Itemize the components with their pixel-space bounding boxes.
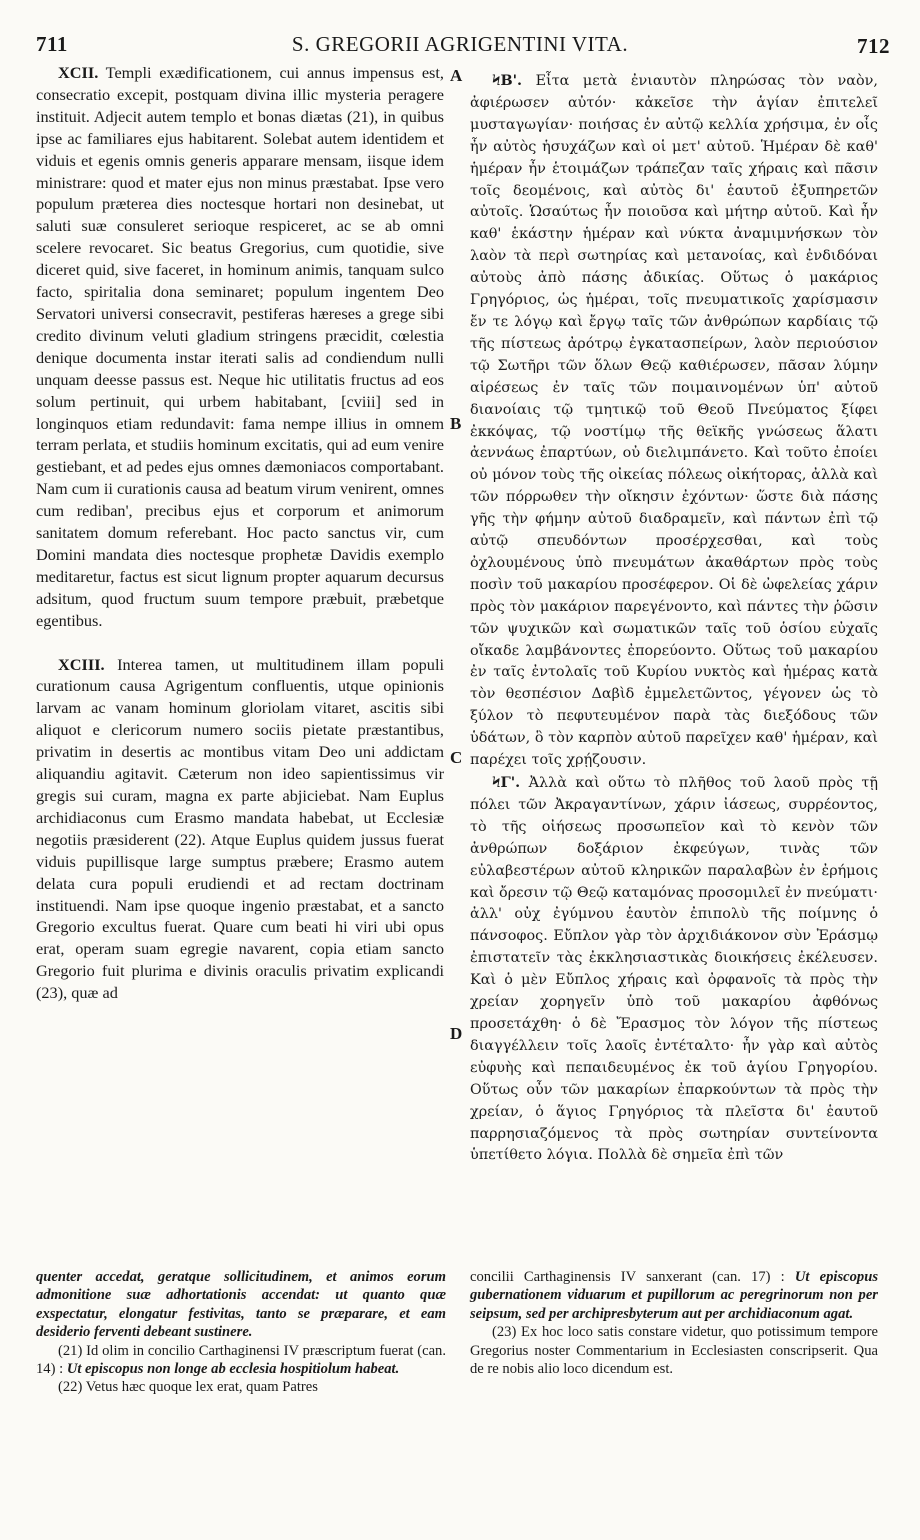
margin-marker-a: A [450,66,463,85]
latin-column [36,62,444,1004]
latin-paragraph-92 [36,62,444,632]
page-number-left: 711 [36,32,68,56]
section-number: ϞΒ'. [492,72,523,89]
footnote-23 [470,1323,878,1378]
latin-paragraph-93 [36,654,444,1005]
paragraph-text: Interea tamen, ut multitudinem illam populi curationum causa Agrigentum confluentis, utque opinionis larvam ac vanam hominum gloriolam vitaret, ascitis sibi aliquot e clericorum numero sociis pietate præstantibus, privatim in desertis ac montibus vitam Deo uni addictam aliquandiu agitavit. Cæterum non ideo sapientissimus vir gregis sui curam, magna ex parte abjiciebat. Nam Euplus archidiaconus cum Erasmo mandata habebat, ut Ecclesiæ negotiis præsiderent (22). Atque Euplus quidem jussus fuerat viduis pupillisque large sumptus præbere; Erasmo autem delata cura populi erudiendi et ad rectam doctrinam instituendi. Nam ipse quoque ingenio præstabat, et a sancto Gregorio excultus fuerat. Quare cum beati hi viri ubi opus erat, operam suam egregie navarent, copia etiam sancto Gregorio fuit plurima e divinis oraculis privatim explicandi (23), quæ ad [36,654,444,1003]
paragraph-text: Εἶτα μετὰ ἐνιαυτὸν πληρώσας τὸν ναὸν, ἀφιέρωσεν αὐτόν· κἀκεῖσε τὴν ἁγίαν ἐπιτελεῖ μυσταγωγίαν· ποιήσας ἐν αὐτῷ κελλία χρήσιμα, ἐν οἷς ἦν αὐτὸς ἡσυχάζων καὶ οἱ μετ' αὐτοῦ. Ἡμέραν δὲ καθ' ἡμέραν ἦν ἑτοιμάζων τράπεζαν ταῖς χήραις καὶ πᾶσιν τοῖς δεομένοις, καὶ αὐτὸς δι' ἑαυτοῦ ἐξυπηρετῶν αὐτοῖς. Ὡσαύτως ἦν ποιοῦσα καὶ μήτηρ αὐτοῦ. Καὶ ἦν καθ' ἑκάστην ἡμέραν καὶ νύκτα ἀναμιμνήσκων τὸν λαὸν τὰ περὶ σωτηρίας καὶ μετανοίας, καὶ ἐνδιδόναι αὐτοὺς ἀπὸ πάσης ἀδικίας. Οὕτως ὁ μακάριος Γρηγόριος, ὡς ἡμέραι, τοῖς πνευματικοῖς χαρίσμασιν ἔν τε λόγῳ καὶ ἔργῳ ταῖς τῶν ἀνθρώπων καρδίαις τῷ τῆς πίστεως ἀρότρῳ ἐγκατασπείρων, λαὸν περιούσιον τῷ Σωτῆρι τῶν ὅλων Θεῷ καθιέρωσεν, πᾶσαν λύμην αἱρέσεως ἐν ταῖς τῶν ποιμαινομένων ὑπ' αὐτοῦ διανοίαις τῷ τμητικῷ τοῦ Θεοῦ Πνεύματος ξίφει ἐκκόψας, τῷ νοστίμῳ τῆς θεϊκῆς γνώσεως ἅλατι ἀεννάως ἐπαρτύων, οὐ διελιμπάνετο. Καὶ τοῦτο ἐποίει οὐ μόνον τοὺς τῆς οἰκείας πόλεως οἰκήτορας, ἀλλὰ καὶ τῶν πόρρωθεν τὴν οἴκησιν ἐχόντων· ὥστε διὰ πάσης γῆς τὴν φήμην αὐτοῦ διαδραμεῖν, καὶ πάντων ἐπὶ τῷ αὐτῷ σπευδόντων προσέρχεσθαι, καὶ τοὺς ὀχλουμένους ὑπὸ πνευμάτων ἀκαθάρτων πρὸς τοὺς ποσὶν τοῦ μακαρίου προσέφερον. Οἱ δὲ ὠφελείας χάριν πρὸς τὸν μακάριον παρεγένοντο, καὶ πάντες τὴν ῥῶσιν τῶν ψυχικῶν καὶ σωματικῶν ταῖς τοῦ ὁσίου εὐχαῖς οἴκαδε λαμβάνοντες ἐπορεύοντο. Οὕτως τοῦ μακαρίου ἐν ταῖς ἐντολαῖς τοῦ Κυρίου νυκτὸς καὶ ἡμέρας κατὰ τὸν θεσπέσιον Δαβὶδ ἐμμελετῶντος, γέγονεν ὡς τὸ ξύλον τὸ πεφυτευμένον παρὰ τὰς διεξόδους τῶν ὑδάτων, ὃ τὸν καρπὸν αὐτοῦ παρεῖχεν καθ' ἡμέραν, καὶ παρέχει τοῖς χρῄζουσιν. [470,73,879,769]
section-number: XCII. [58,63,99,82]
footnote-21 [36,1342,446,1379]
footnote-text: concilii Carthaginensis IV sanxerant (can. 17) : [470,1269,795,1285]
greek-paragraph-93 [470,772,878,1167]
margin-marker-b: B [450,414,462,433]
footnotes-left [36,1268,446,1397]
paragraph-text: Templi exædificationem, cui annus impensus est, consecratio excepit, postquam divina illic mysteria peragere instituit. Adjecit autem templo et bonas diætas (21), in quibus ipse ac familiares ejus habitarent. Solebat autem identidem et viduis et egenis omnis generis apparare mensam, iisque idem ministrare: quod et mater ejus non minus præstabat. Ipse vero populum præterea dies noctesque hortari non desinebat, ut saluti suæ consuleret serioque respiceret, ac se ab omni scelere revocaret. Sic beatus Gregorius, cum quotidie, sive diceret quid, sive faceret, in hominum animis, tanquam sulco facto, spiritalia dona seminaret; populum ingentem Deo Servatori universi consecravit, pestiferas hæreses a grege sibi credito divinum veluti gladium stringens præcidit, cœlestia denique documenta instar iterati salis ad condiendum nulli unquam deesse passus est. Neque hic utilitatis fructus ad eos solum pertinuit, qui urbem habitabant, [cviii] sed in longinquos etiam redundavit: fama nempe illius in omnem terram perlata, et studiis hominum excitatis, qui ad eum venire gestiebant, et ad pedes ejus omnes dæmoniacos comportabant. Nam cum ii curationis causa ad beatum virum venirent, omnes cum rediban', precibus ejus et corporum et animorum sanitatem domum referebant. Hoc pacto sanctus vir, cum Domini mandata dies noctesque prophetæ Davidis exemplo meditaretur, factus est sicut lignum propter aquarum decursus adsitum, quod fructum suum tempore præbuit, præbetque egentibus. [36,63,444,630]
paragraph-text: Ἀλλὰ καὶ οὕτω τὸ πλῆθος τοῦ λαοῦ πρὸς τῇ πόλει τῶν Ἀκραγαντίνων, χάριν ἰάσεως, συρρέοντος, τὸ τῆς οἰήσεως προσωπεῖον καὶ τὸ κενὸν τῶν ἀνθρώπων δοξάριον ἐκφεύγων, τινὰς τῶν εὐλαβεστέρων αὐτοῦ κληρικῶν παραλαβὼν ἐν ἐρήμοις καὶ ὄρεσιν τῷ Θεῷ καταμόνας προσομιλεῖ ἐν πνεύματι· ἀλλ' οὐχ ἐγύμνου ἑαυτὸν ἐπιπολὺ τῆς ποίμνης ὁ πάνσοφος. Εὔπλον γὰρ τὸν ἀρχιδιάκονον σὺν Ἐράσμῳ ἐπιστατεῖν τὰς ἐκκλησιαστικὰς διοικήσεις ἐκέλευσεν. Καὶ ὁ μὲν Εὔπλος χήραις καὶ ὀρφανοῖς τὰ πρὸς τὴν χρείαν χορηγεῖν ὑπὸ τοῦ μακαρίου ἀφθόνως προσετάχθη· ὁ δὲ Ἔρασμος τὸν λόγον τῆς πίστεως διαγγέλλειν τοῖς λαοῖς ἐντέταλτο· ἦν γὰρ καὶ αὐτὸς εὐφυὴς καὶ πεπαιδευμένος ἐκ τοῦ ἁγίου Γρηγορίου. Οὕτως οὖν τῶν μακαρίων ἐπαρκούντων τὰ πρὸς τὴν χρείαν, ὁ ἅγιος Γρηγόριος τὰ πλεῖστα δι' ἑαυτοῦ παρρησιαζόμενος τὰ πρὸς σωτηρίαν συντείνοντα ὑπετίθετο λόγια. Πολλὰ δὲ σημεῖα ἐπὶ τῶν [470,775,878,1164]
page-number-right: 712 [857,34,890,58]
section-number: XCIII. [58,654,105,674]
footnote-text: (23) Ex hoc loco satis constare videtur, quo potissimum tempore Gregorius noster Commentarium in Ecclesiasten conscripserit. Qua de re nobis alio loco dicendum est. [470,1324,878,1378]
running-title: S. GREGORII AGRIGENTINI VITA. [291,32,629,56]
margin-marker-c: C [450,748,463,767]
footnote-22 [36,1378,446,1396]
footnote-22-continued [470,1268,878,1323]
footnote-continuation: quenter accedat, geratque sollicitudinem, et animos eorum admonitione suæ adhortationis accendat: ut quanto quæ exspectatur, elongatur festivitas, tanto se præparare, et eam desiderio ferventi debeant sustinere. [36,1269,446,1341]
footnote-text: (21) Id olim in concilio Carthaginensi IV præscriptum fuerat (can. 14) : [36,1342,446,1378]
footnotes-right [470,1268,878,1378]
greek-column [470,70,878,1167]
footnote-quote: Ut episcopus gubernationem viduarum et pupillorum ac peregrinorum non per seipsum, sed per archipresbyterum aut per archidiaconum agat. [470,1269,878,1322]
page-header [30,28,890,62]
footnote-text: (22) Vetus hæc quoque lex erat, quam Patres [58,1379,318,1396]
section-number: ϞΓ'. [492,774,521,791]
margin-marker-d: D [450,1024,463,1043]
greek-paragraph-92 [470,70,878,772]
footnote-quote: Ut episcopus non longe ab ecclesia hospitiolum habeat. [66,1361,400,1378]
